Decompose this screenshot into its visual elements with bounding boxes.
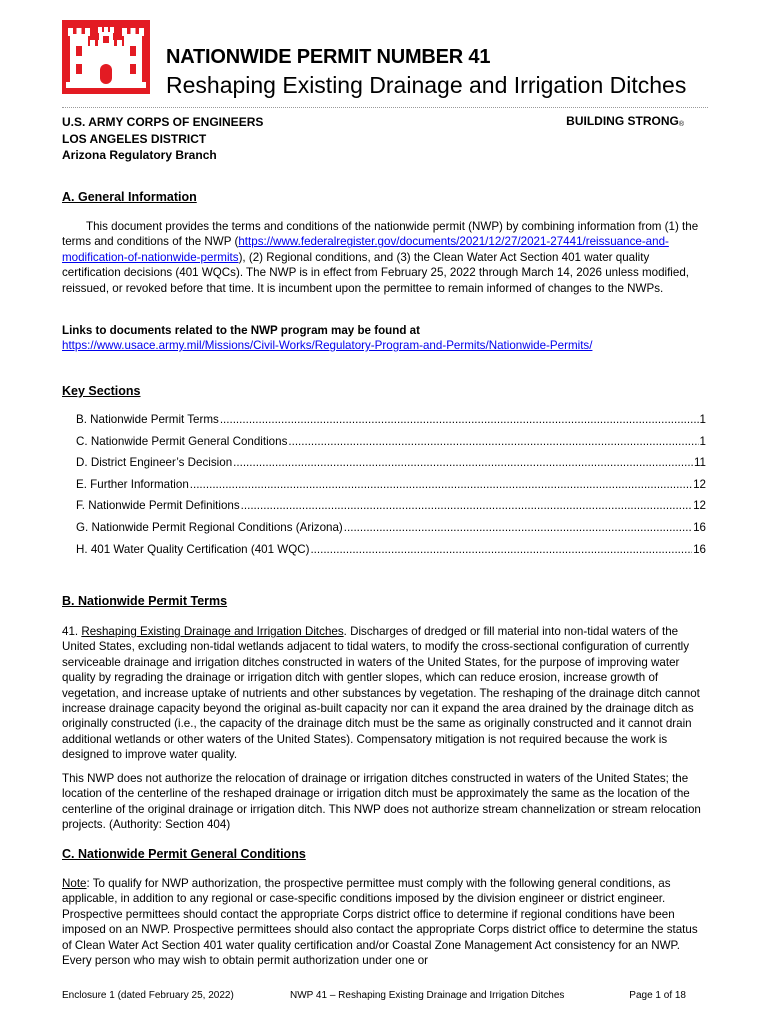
- organization-block: [62, 114, 263, 164]
- permit-terms-text: . Discharges of dredged or fill material into non-tidal waters of the United States, excluding non-tidal wetlands adjacent to tidal waters, to modify the cross-sectional configuration of currently serviceable drainage and irrigation ditches constructed in waters of the United States, for the purpose of improving water quality by regrading the drainage or irrigation ditch with gentler slopes, which can reduce erosion, increase growth of vegetation, and increase uptake of nutrients and other substances by vegetation. The reshaping of the drainage ditch cannot increase drainage capacity beyond the original as-built capacity nor can it expand the area drained by the drainage ditch as originally constructed (i.e., the capacity of the drainage ditch must be the same as originally constructed and it cannot drain additional wetlands or other waters of the United States). Compensatory mitigation is not required because the work is designed to improve water quality.: [62, 625, 700, 762]
- toc-page: 1: [699, 413, 706, 426]
- note-text: : To qualify for NWP authorization, the prospective permittee must comply with the following general conditions, as applicable, in addition to any regional or case-specific conditions imposed by the division engineer or district engineer. Prospective permittees should contact the appropriate Corps district office to determine if regional conditions have been imposed on an NWP. Prospective permittees should also contact the appropriate Corps district office to determine the status of Clean Water Act Section 401 water quality certification and/or Coastal Zone Management Act consistency for an NWP. Every person who may wish to obtain permit authorization under one or: [62, 877, 698, 968]
- footer-page-number: Page 1 of 18: [629, 990, 686, 1001]
- toc-label: B. Nationwide Permit Terms: [76, 413, 219, 426]
- toc-page: 12: [693, 477, 706, 491]
- document-title: NATIONWIDE PERMIT NUMBER 41: [166, 46, 491, 68]
- toc-leader: [233, 456, 693, 469]
- toc-label: D. District Engineer’s Decision: [76, 456, 233, 470]
- org-line: Arizona Regulatory Branch: [62, 148, 217, 162]
- building-strong-slogan: [566, 114, 684, 128]
- toc-label: H. 401 Water Quality Certification (401 WQC): [76, 542, 310, 556]
- header-divider: [62, 107, 708, 108]
- usace-nwp-link[interactable]: https://www.usace.army.mil/Missions/Civil-Works/Regulatory-Program-and-Permits/Nationwide-Permits/: [62, 339, 593, 352]
- toc-label: E. Further Information: [76, 477, 189, 491]
- toc-page: 12: [693, 499, 706, 513]
- general-conditions-note: [62, 876, 710, 968]
- toc-item-d[interactable]: [76, 456, 706, 478]
- section-c-heading: C. Nationwide Permit General Conditions: [62, 847, 306, 861]
- toc-item-h[interactable]: [76, 543, 706, 565]
- toc-label: F. Nationwide Permit Definitions: [76, 499, 240, 513]
- toc-leader: [241, 499, 692, 512]
- toc-page: 1: [699, 434, 706, 448]
- toc-page: 11: [693, 456, 706, 470]
- toc-item-c[interactable]: [76, 435, 706, 457]
- nwp41-terms-paragraph: [62, 624, 710, 763]
- toc-leader: [288, 435, 698, 448]
- links-intro: Links to documents related to the NWP program may be found at: [62, 324, 420, 337]
- toc-item-b[interactable]: [76, 413, 706, 435]
- footer-enclosure: Enclosure 1 (dated February 25, 2022): [62, 990, 234, 1001]
- toc-item-f[interactable]: [76, 499, 706, 521]
- org-line: U.S. ARMY CORPS OF ENGINEERS: [62, 115, 264, 129]
- section-a-text-1: This document provides the terms and conditions of the nationwide permit (NWP) by combining information from (1) the terms and conditions of the NWP (: [62, 220, 699, 249]
- section-a-heading: A. General Information: [62, 190, 197, 204]
- toc-item-e[interactable]: [76, 478, 706, 500]
- slogan-text: BUILDING STRONG: [566, 114, 679, 128]
- nwp41-relocation-paragraph: This NWP does not authorize the relocation of drainage or irrigation ditches constructed in waters of the United States; the location of the centerline of the reshaped drainage or irrigation ditch must be approximately the same as the location of the centerline of the original drainage or irrigation ditch. This NWP does not authorize stream channelization or stream relocation projects. (Authority: Section 404): [62, 772, 701, 832]
- note-label: Note: [62, 877, 87, 890]
- document-subtitle: Reshaping Existing Drainage and Irrigation Ditches: [166, 72, 687, 98]
- footer-title: NWP 41 – Reshaping Existing Drainage and Irrigation Ditches: [290, 990, 565, 1001]
- toc-leader: [310, 543, 692, 556]
- table-of-contents: [76, 413, 706, 564]
- toc-leader: [190, 478, 692, 491]
- section-a-text-2: ), (2) Regional conditions, and (3) the Clean Water Act Section 401 water quality certification decisions (401 WQCs). The NWP is in effect from February 25, 2022 through March 14, 2026 unless modified, reissued, or revoked before that time. It is incumbent upon the permittee to remain informed of changes to the NWPs.: [62, 250, 690, 295]
- toc-page: 16: [693, 520, 706, 534]
- usace-castle-logo-icon: [62, 20, 150, 94]
- registered-mark: ®: [678, 121, 684, 128]
- section-a-paragraph: [62, 219, 710, 296]
- toc-leader: [344, 521, 692, 534]
- federal-register-link[interactable]: https://www.federalregister.gov/documents/2021/12/27/2021-27441/reissuance-and-modification-of-nationwide-permits: [62, 235, 669, 264]
- toc-page: 16: [693, 542, 706, 556]
- key-sections-heading: Key Sections: [62, 384, 141, 398]
- permit-number: 41.: [62, 625, 82, 638]
- toc-label: G. Nationwide Permit Regional Conditions (Arizona): [76, 520, 343, 534]
- toc-leader: [220, 413, 699, 426]
- org-line: LOS ANGELES DISTRICT: [62, 131, 207, 146]
- toc-label: C. Nationwide Permit General Conditions: [76, 434, 288, 448]
- section-b-heading: B. Nationwide Permit Terms: [62, 594, 228, 608]
- toc-item-g[interactable]: [76, 521, 706, 543]
- permit-title: Reshaping Existing Drainage and Irrigation Ditches: [81, 625, 344, 638]
